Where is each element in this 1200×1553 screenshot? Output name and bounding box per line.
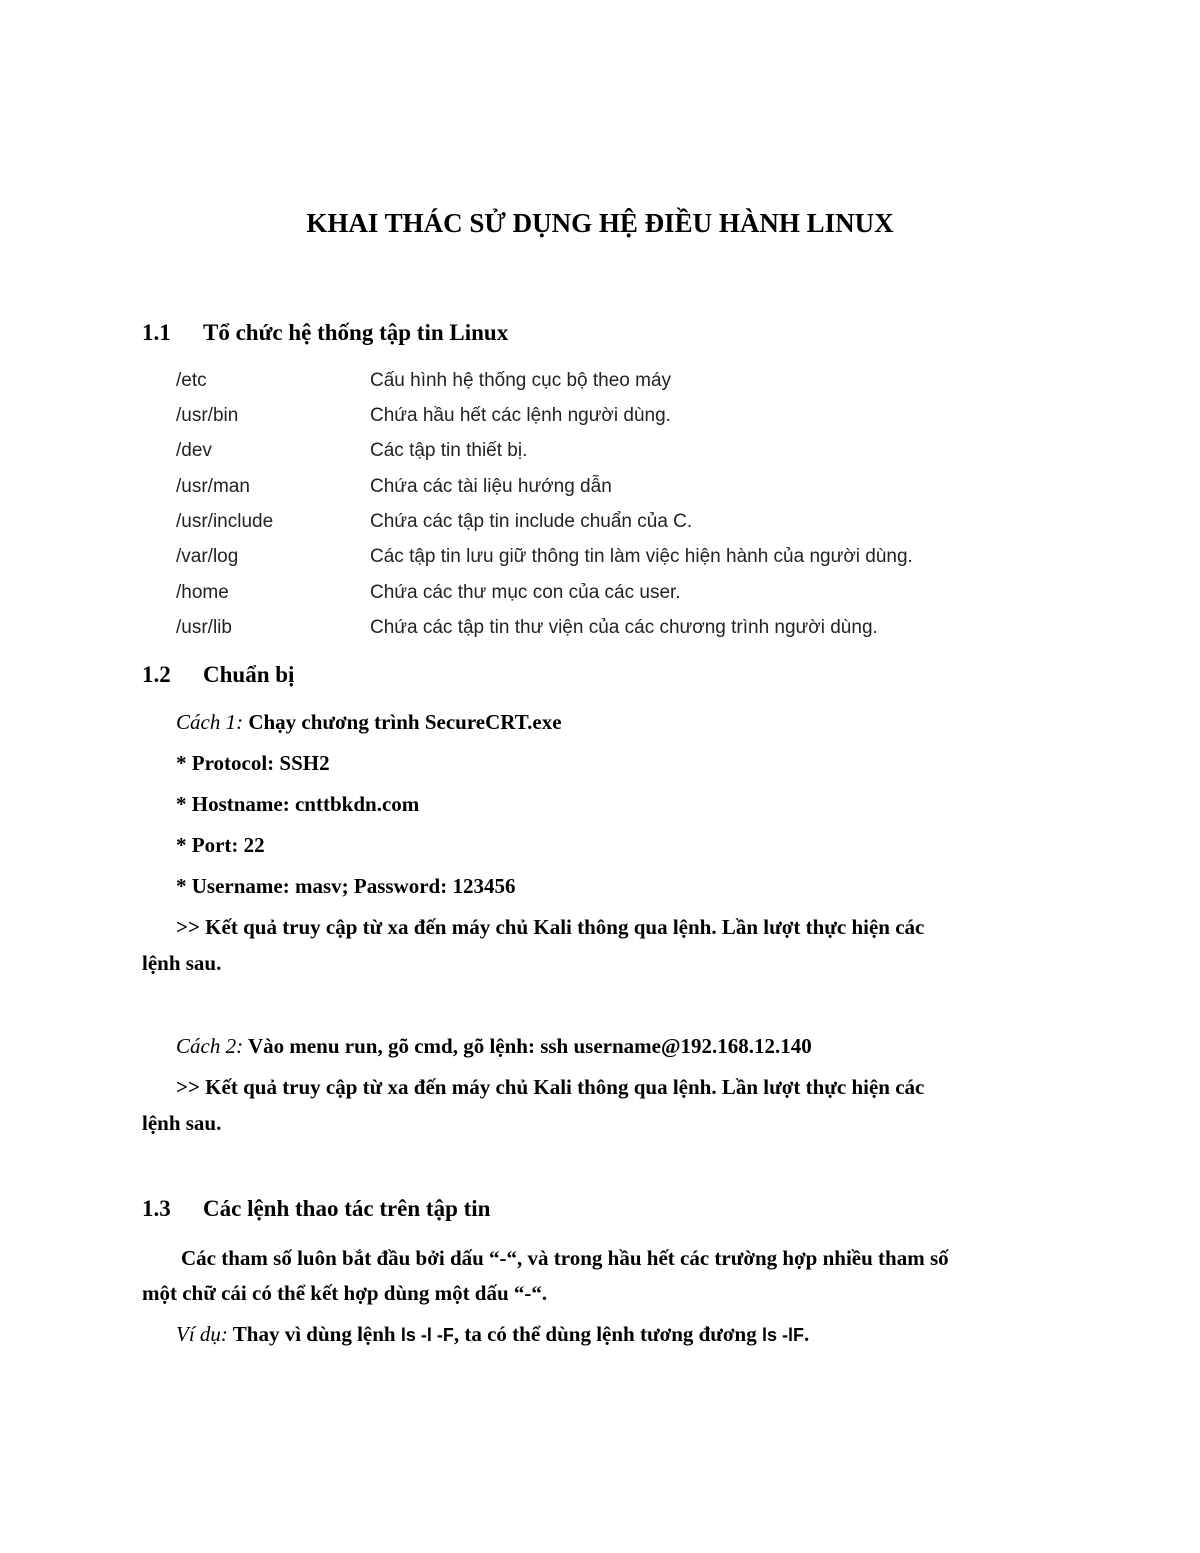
dir-description: Chứa các tập tin include chuẩn của C. [370, 511, 693, 532]
dir-row [176, 546, 913, 568]
dir-path: /home [176, 582, 229, 603]
dir-path: /etc [176, 370, 207, 391]
paragraph-line-1: Các tham số luôn bắt đầu bởi dấu “-“, và trong hầu hết các trường hợp nhiều tham số [181, 1246, 949, 1270]
dir-path: /usr/include [176, 511, 274, 532]
section-heading-1-3 [142, 1196, 490, 1222]
section-number: 1.1 [142, 320, 171, 345]
dir-row [176, 582, 681, 604]
paragraph-line-2: một chữ cái có thể kết hợp dùng một dấu “-“. [142, 1281, 548, 1305]
dir-description: Các tập tin thiết bị. [370, 440, 528, 461]
way-2-label: Cách 2: [176, 1034, 244, 1058]
example-label: Ví dụ: [176, 1322, 228, 1346]
dir-row [176, 370, 671, 392]
dir-description: Chứa các thư mục con của các user. [370, 582, 681, 603]
protocol-line: * Protocol: SSH2 [176, 751, 330, 775]
dir-path: /usr/lib [176, 617, 232, 638]
dir-row [176, 476, 612, 498]
port-line: * Port: 22 [176, 833, 265, 857]
document-title: KHAI THÁC SỬ DỤNG HỆ ĐIỀU HÀNH LINUX [306, 208, 894, 238]
way-1-label: Cách 1: [176, 710, 244, 734]
dir-row [176, 511, 692, 533]
result-1-line-1: >> Kết quả truy cập từ xa đến máy chủ Kali thông qua lệnh. Lần lượt thực hiện các [176, 915, 925, 939]
dir-path: /dev [176, 440, 212, 461]
way-2-text: Vào menu run, gõ cmd, gõ lệnh: ssh username@192.168.12.140 [243, 1034, 812, 1058]
dir-path: /usr/bin [176, 405, 239, 426]
dir-row [176, 617, 878, 639]
section-heading-1-1 [142, 320, 508, 346]
way-1-text: Chạy chương trình SecureCRT.exe [243, 710, 562, 734]
dir-description: Chứa các tài liệu hướng dẫn [370, 476, 612, 497]
example-text-1: Thay vì dùng lệnh [227, 1322, 401, 1346]
section-title: Các lệnh thao tác trên tập tin [203, 1196, 491, 1221]
result-2-line-2: lệnh sau. [142, 1111, 222, 1135]
dir-description: Chứa các tập tin thư viện của các chương trình người dùng. [370, 617, 878, 638]
dir-path: /var/log [176, 546, 239, 567]
way-2-line [176, 1034, 812, 1059]
section-title: Chuẩn bị [203, 662, 295, 687]
example-end: . [803, 1322, 810, 1346]
way-1-line [176, 710, 562, 735]
dir-description: Cấu hình hệ thống cục bộ theo máy [370, 370, 672, 391]
example-command-2: ls -lF [761, 1325, 804, 1345]
dir-description: Chứa hầu hết các lệnh người dùng. [370, 405, 671, 426]
dir-description: Các tập tin lưu giữ thông tin làm việc hiện hành của người dùng. [370, 546, 913, 567]
section-title: Tổ chức hệ thống tập tin Linux [203, 320, 509, 345]
example-text-2: , ta có thể dùng lệnh tương đương [453, 1322, 762, 1346]
credentials-line: * Username: masv; Password: 123456 [176, 874, 516, 898]
section-heading-1-2 [142, 662, 294, 688]
dir-row [176, 440, 527, 462]
hostname-line: * Hostname: cnttbkdn.com [176, 792, 420, 816]
result-1-line-2: lệnh sau. [142, 951, 222, 975]
example-command-1: ls -l -F [400, 1325, 454, 1345]
section-number: 1.3 [142, 1196, 171, 1221]
result-2-line-1: >> Kết quả truy cập từ xa đến máy chủ Kali thông qua lệnh. Lần lượt thực hiện các [176, 1075, 925, 1099]
section-number: 1.2 [142, 662, 171, 687]
dir-path: /usr/man [176, 476, 250, 497]
example-line [176, 1322, 809, 1347]
dir-row [176, 405, 671, 427]
